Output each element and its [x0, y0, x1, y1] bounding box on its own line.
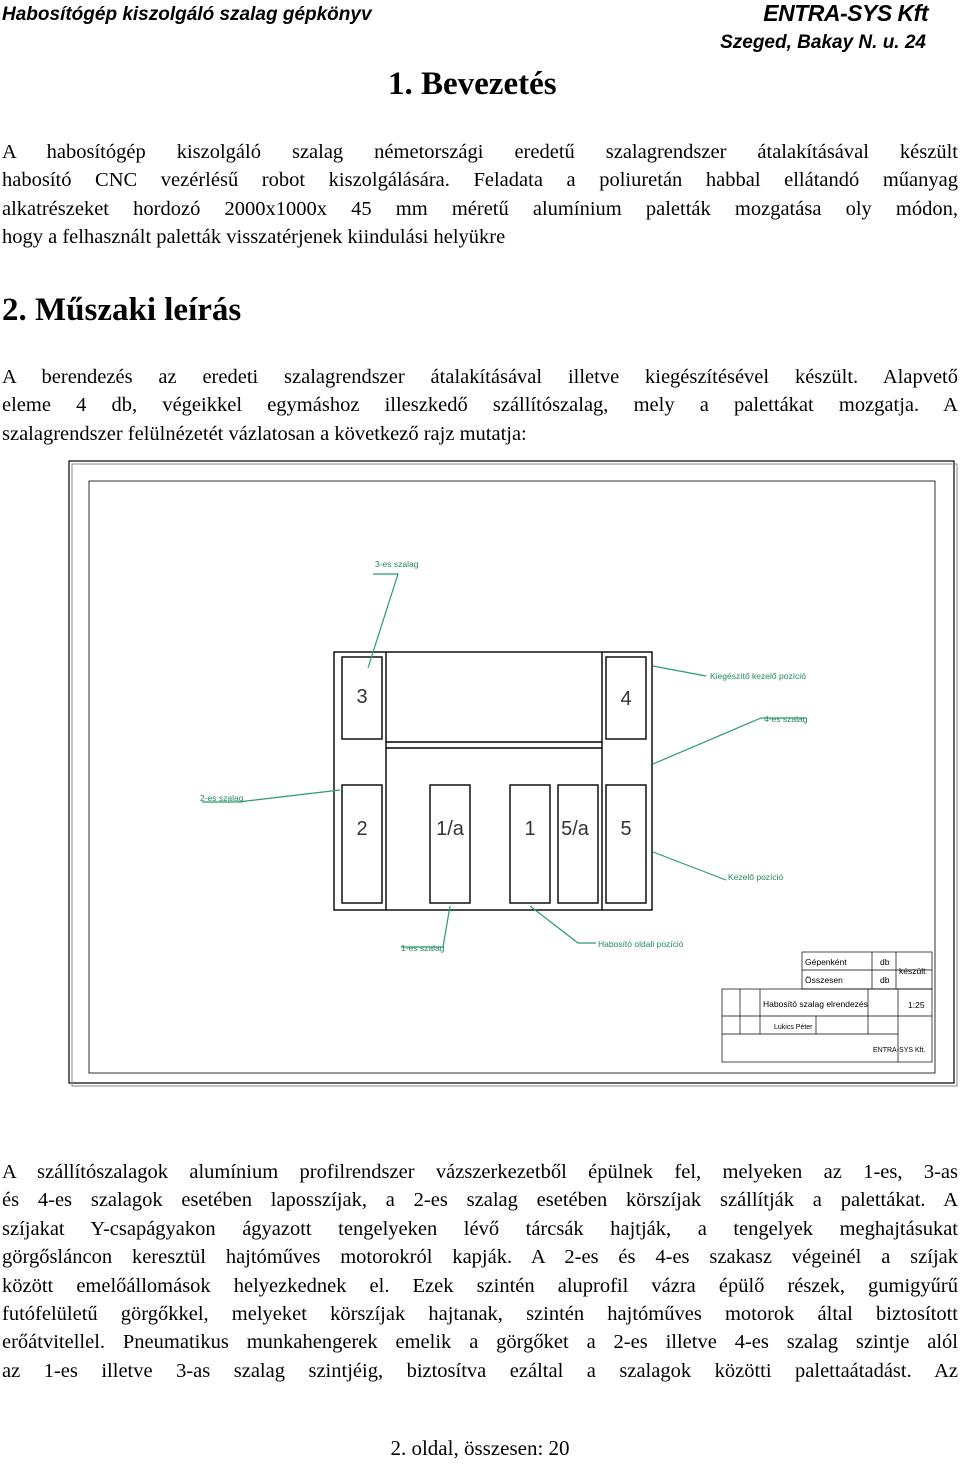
conveyor-5a-box [558, 785, 598, 903]
text-line: futófelületű görgőkkel, melyeket körszíjak hajtanak, szintén hajtóműves motorok által biztosított [2, 1303, 958, 1326]
text-line: görgősláncon keresztül hajtóműves motorokról kapják. A 2-es és 4-es szakasz végeinél a szíjak [2, 1246, 958, 1269]
section2-body [2, 1158, 958, 1385]
titleblock-r1a: Gépenként [805, 957, 847, 967]
header-title: Habosítógép kiszolgáló szalag gépkönyv [2, 4, 372, 25]
callout-kezelo: Kezelő pozíció [728, 872, 784, 882]
drawing-title: Habosító szalag elrendezés [763, 999, 868, 1009]
callout-leader [653, 666, 706, 676]
callout-4-es-szalag: 4-es szalag [764, 714, 808, 724]
titleblock-r2b: db [880, 975, 890, 985]
callout-leader [401, 906, 450, 947]
text-line: A szállítószalagok alumínium profilrendszer vázszerkezetből épülnek fel, melyeken az 1-es, 3-as [2, 1161, 958, 1183]
box-label-5: 5 [620, 818, 632, 840]
text-line: alkatrészeket hordozó 2000x1000x 45 mm méretű alumínium paletták mozgatása oly módon, [2, 197, 958, 220]
text-line: A habosítógép kiszolgáló szalag németországi eredetű szalagrendszer átalakításával készült [2, 141, 958, 163]
callout-leader [653, 852, 726, 880]
text-line: A berendezés az eredeti szalagrendszer átalakításával illetve kiegészítésével készült. Alapvető [2, 366, 958, 388]
drawing-scale: 1:25 [908, 1000, 925, 1010]
drawing-outer-shadow [72, 464, 957, 1086]
box-label-3: 3 [356, 686, 368, 708]
conveyor-1-box [510, 785, 550, 903]
text-line: között emelőállomások helyezkednek el. Ezek szintén aluprofil vázra épülő részek, gumigyűrű [2, 1274, 958, 1297]
text-line: az 1-es illetve 3-as szalag szintjéig, biztosítva ezáltal a szalagok közötti palettaátadást. Az [2, 1359, 958, 1382]
box-label-1: 1 [524, 818, 536, 840]
section2-heading: 2. Műszaki leírás [2, 292, 242, 328]
conveyor-2-box [342, 785, 382, 903]
conveyor-1a-box [430, 785, 470, 903]
text-line: hogy a felhasznált paletták visszatérjenek kiindulási helyükre [2, 226, 506, 249]
text-line: eleme 4 db, végeikkel egymáshoz illeszkedő szállítószalag, mely a palettákat mozgatja. A [2, 394, 958, 417]
text-line: erőátvitellel. Pneumatikus munkahengerek emelik a görgőket a 2-es illetve 4-es szalag szintje alól [2, 1331, 958, 1354]
text-line: és 4-es szalagok esetében laposszíjak, a 2-es szalag esetében körszíjak szállítják a palettákat. A [2, 1189, 958, 1212]
callout-kiegeszito: Kiegészítő kezelő pozíció [710, 671, 806, 681]
callout-habosito: Habosító oldali pozíció [598, 939, 684, 949]
callout-3-es-szalag: 3-es szalag [375, 559, 419, 569]
text-line: szalagrendszer felülnézetét vázlatosan a következő rajz mutatja: [2, 422, 527, 445]
company-logo: ENTRA-SYS Kft [763, 0, 928, 26]
box-label-1a: 1/a [436, 818, 464, 840]
text-line: szíjakat Y-csapágyakon ágyazott tengelyeken lévő tárcsák hajtják, a tengelyek meghajtásukat [2, 1217, 958, 1240]
header-address: Szeged, Bakay N. u. 24 [720, 32, 926, 53]
box-label-2: 2 [356, 818, 368, 840]
conveyor-layout-drawing [68, 460, 960, 1088]
callout-leader [530, 906, 596, 943]
text-line: habosító CNC vezérlésű robot kiszolgálására. Feladata a poliuretán habbal ellátandó műanyag [2, 169, 958, 192]
section1-heading: 1. Bevezetés [388, 66, 557, 102]
callout-1-es-szalag: 1-es szalag [401, 943, 445, 953]
callout-leader [368, 574, 398, 668]
page-footer: 2. oldal, összesen: 20 [390, 1436, 570, 1460]
drawn-by: Lukics Péter [774, 1024, 813, 1031]
conveyor-5-box [606, 785, 646, 903]
drawing-outer-frame [69, 461, 954, 1083]
callout-2-es-szalag: 2-es szalag [200, 793, 244, 803]
titleblock-firm: ENTRA-SYS Kft. [873, 1047, 926, 1054]
section2-intro [2, 363, 958, 448]
titleblock-r1c: készült [899, 966, 926, 976]
box-label-5a: 5/a [561, 818, 589, 840]
titleblock-r1b: db [880, 957, 890, 967]
section1-paragraph [2, 138, 958, 252]
box-label-4: 4 [620, 688, 632, 710]
callout-leader [653, 718, 806, 764]
titleblock-r2a: Összesen [805, 975, 843, 985]
